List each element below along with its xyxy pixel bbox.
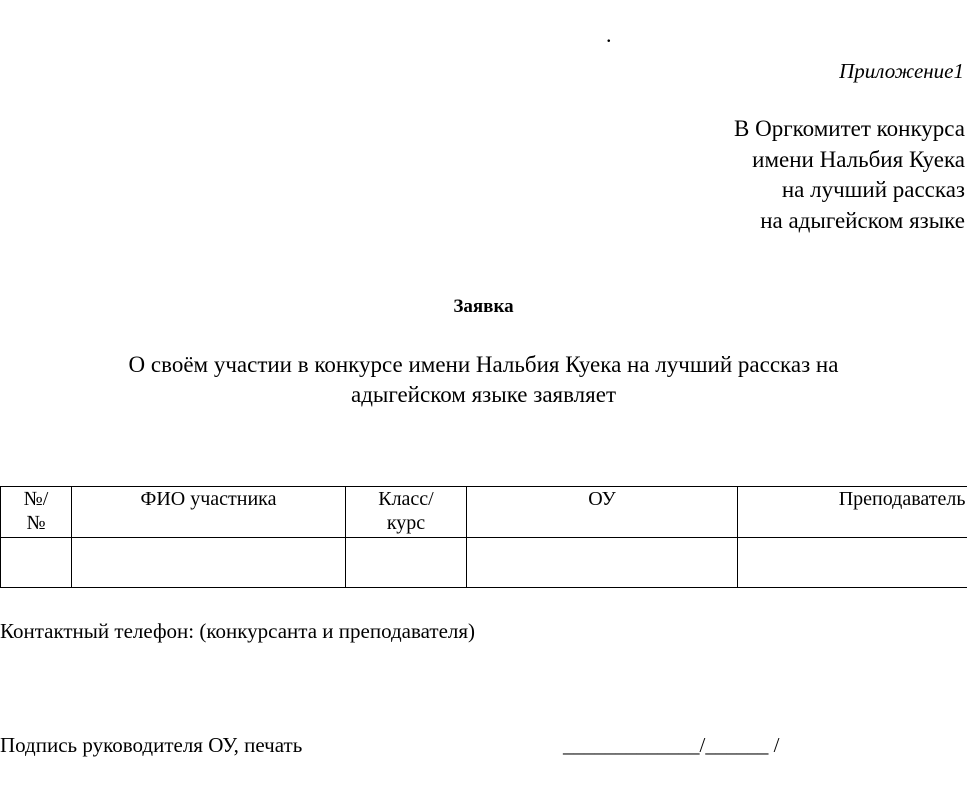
cell-teacher[interactable]: [738, 538, 967, 588]
header-class: [346, 487, 467, 538]
table-row: [1, 538, 967, 588]
contact-phone-label: Контактный телефон: (конкурсанта и преподавателя): [0, 619, 476, 643]
header-teacher: [738, 487, 967, 538]
header-class-line1: Класс/: [378, 488, 434, 510]
intro-line: адыгейском языке заявляет: [350, 382, 617, 407]
table-header-row: [1, 487, 967, 538]
document-title: Заявка: [453, 296, 514, 317]
signature-label: Подпись руководителя ОУ, печать: [0, 733, 303, 757]
header-number-line2: №: [26, 512, 46, 534]
cell-class[interactable]: [346, 538, 467, 588]
addressee-line: имени Нальбия Куека: [752, 146, 965, 172]
appendix-label: Приложение1: [839, 59, 964, 83]
header-teacher-text: Преподаватель: [838, 488, 966, 510]
header-number-line1: №/: [23, 488, 49, 510]
addressee-line: на лучший рассказ: [781, 177, 965, 202]
header-number: [1, 487, 72, 538]
top-mark: .: [606, 22, 612, 47]
cell-institution[interactable]: [467, 538, 738, 588]
header-participant-name-text: ФИО участника: [140, 488, 277, 510]
addressee-line: на адыгейском языке: [760, 207, 965, 233]
registration-table: [0, 486, 967, 588]
header-institution: [467, 487, 738, 538]
addressee-line: В Оргкомитет конкурса: [734, 116, 965, 141]
header-institution-text: ОУ: [588, 488, 616, 510]
intro-text: [0, 350, 967, 410]
cell-number[interactable]: [1, 538, 72, 588]
cell-participant-name[interactable]: [72, 538, 346, 588]
intro-line: О своём участии в конкурсе имени Нальбия Куека на лучший рассказ на: [128, 352, 839, 377]
header-class-line2: курс: [386, 512, 426, 534]
signature-line[interactable]: _____________/______ /: [563, 733, 780, 757]
header-participant-name: [72, 487, 346, 538]
addressee-block: [734, 114, 965, 236]
